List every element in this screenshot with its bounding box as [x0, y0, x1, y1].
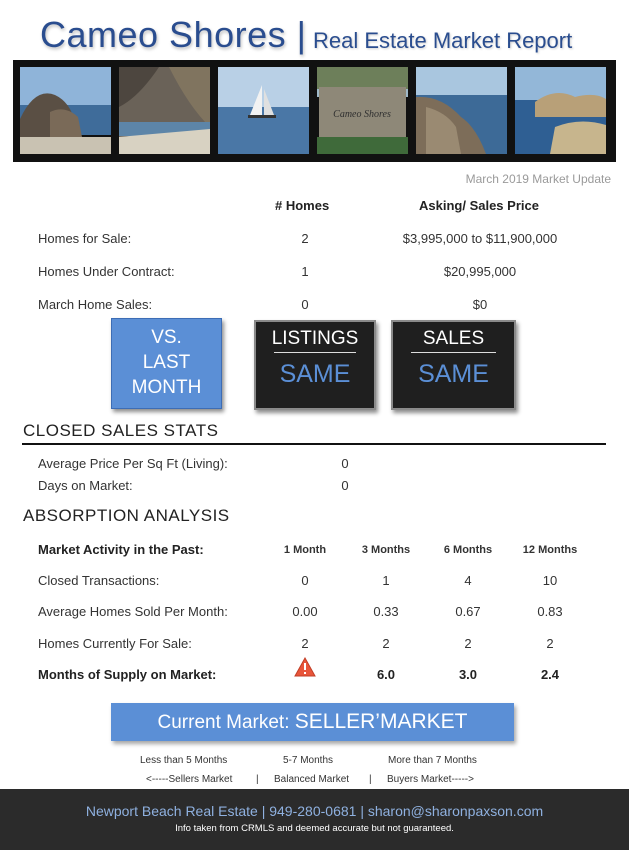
- row-price: $0: [472, 297, 488, 312]
- absorption-heading: ABSORPTION ANALYSIS: [23, 506, 230, 525]
- current-market-banner: [111, 703, 514, 741]
- update-label: March 2019 Market Update: [465, 172, 611, 186]
- absorption-cell: 2: [464, 636, 472, 651]
- absorption-cell: 0.33: [373, 604, 399, 619]
- absorption-cell: 4: [464, 573, 472, 588]
- sales-value: SAME: [418, 360, 489, 388]
- row-homes: 0: [301, 297, 309, 312]
- row-label: Homes for Sale:: [38, 231, 132, 246]
- listings-value: SAME: [279, 360, 351, 388]
- col-header-homes: # Homes: [275, 198, 330, 213]
- footer-bar: [0, 789, 629, 850]
- legend-separator: |: [369, 774, 372, 785]
- legend-sellers-market: <-----Sellers Market: [146, 774, 233, 785]
- sales-box: [391, 320, 516, 410]
- section-divider: [22, 443, 606, 445]
- current-market-prefix: Current Market:: [157, 712, 290, 733]
- period-header: 1 Month: [283, 544, 327, 556]
- vs-line: MONTH: [131, 377, 202, 398]
- absorption-cell: 2: [546, 636, 554, 651]
- vs-line: VS.: [151, 327, 182, 348]
- page-subtitle: Real Estate Market Report: [313, 28, 573, 53]
- absorption-cell: 1: [382, 573, 390, 588]
- row-label: Homes Under Contract:: [38, 264, 175, 279]
- legend-balanced-market: Balanced Market: [274, 774, 350, 785]
- sales-divider: [411, 352, 496, 353]
- closed-label: Days on Market:: [38, 478, 133, 493]
- row-price: $3,995,000 to $11,900,000: [402, 231, 558, 246]
- absorption-row-label: Average Homes Sold Per Month:: [38, 604, 228, 619]
- closed-value: 0: [341, 456, 349, 471]
- row-homes: 1: [301, 264, 309, 279]
- absorption-cell: 3.0: [458, 667, 478, 682]
- photo-strip: [13, 60, 616, 162]
- legend-buyers-range: More than 7 Months: [388, 755, 477, 766]
- vs-line: LAST: [142, 352, 191, 373]
- photo-rock-shore: [20, 67, 111, 154]
- warning-triangle-icon: [294, 657, 316, 677]
- listings-divider: [274, 352, 356, 353]
- absorption-cell: 10: [542, 573, 558, 588]
- current-market-value: SELLER’MARKET: [294, 710, 468, 733]
- vs-last-month-box: [111, 318, 222, 409]
- legend-buyers-market: Buyers Market----->: [387, 774, 474, 785]
- col-header-price: Asking/ Sales Price: [419, 198, 539, 213]
- row-label: March Home Sales:: [38, 297, 153, 312]
- closed-label: Average Price Per Sq Ft (Living):: [38, 456, 228, 471]
- svg-text:Cameo Shores: Cameo Shores: [333, 109, 391, 120]
- photo-cliffs: [416, 67, 507, 154]
- absorption-cell: 0.67: [455, 604, 481, 619]
- photo-rocky-point: [515, 67, 606, 154]
- period-header: 6 Months: [443, 544, 493, 556]
- absorption-cell: 0.00: [292, 604, 318, 619]
- closed-value: 0: [341, 478, 349, 493]
- absorption-cell: 6.0: [376, 667, 396, 682]
- period-header: 12 Months: [522, 544, 578, 556]
- absorption-cell: 2: [301, 636, 309, 651]
- absorption-row-label: Homes Currently For Sale:: [38, 636, 192, 651]
- photo-cove: [119, 67, 210, 154]
- listings-box: [254, 320, 376, 410]
- legend-balanced-range: 5-7 Months: [283, 755, 334, 766]
- page-title: Cameo Shores |: [40, 14, 307, 55]
- legend-separator: |: [256, 774, 259, 785]
- absorption-header-label: Market Activity in the Past:: [38, 542, 204, 557]
- absorption-row-label: Months of Supply on Market:: [38, 667, 217, 682]
- legend-sellers-range: Less than 5 Months: [140, 755, 228, 766]
- absorption-row-label: Closed Transactions:: [38, 573, 160, 588]
- listings-title: LISTINGS: [271, 328, 359, 349]
- absorption-cell: 0.83: [537, 604, 563, 619]
- photo-cameo-shores-sign: [317, 67, 408, 154]
- footer-disclaimer: Info taken from CRMLS and deemed accurate but not guaranteed.: [175, 823, 454, 834]
- period-header: 3 Months: [361, 544, 411, 556]
- sales-title: SALES: [422, 328, 485, 349]
- row-homes: 2: [301, 231, 309, 246]
- row-price: $20,995,000: [443, 264, 517, 279]
- closed-sales-heading: CLOSED SALES STATS: [23, 421, 219, 440]
- footer-contact: Newport Beach Real Estate | 949-280-0681 | sharon@sharonpaxson.com: [85, 803, 544, 819]
- absorption-cell: 2: [382, 636, 390, 651]
- photo-sailboat: [218, 67, 309, 154]
- absorption-cell: 2.4: [540, 667, 560, 682]
- absorption-cell: 0: [301, 573, 309, 588]
